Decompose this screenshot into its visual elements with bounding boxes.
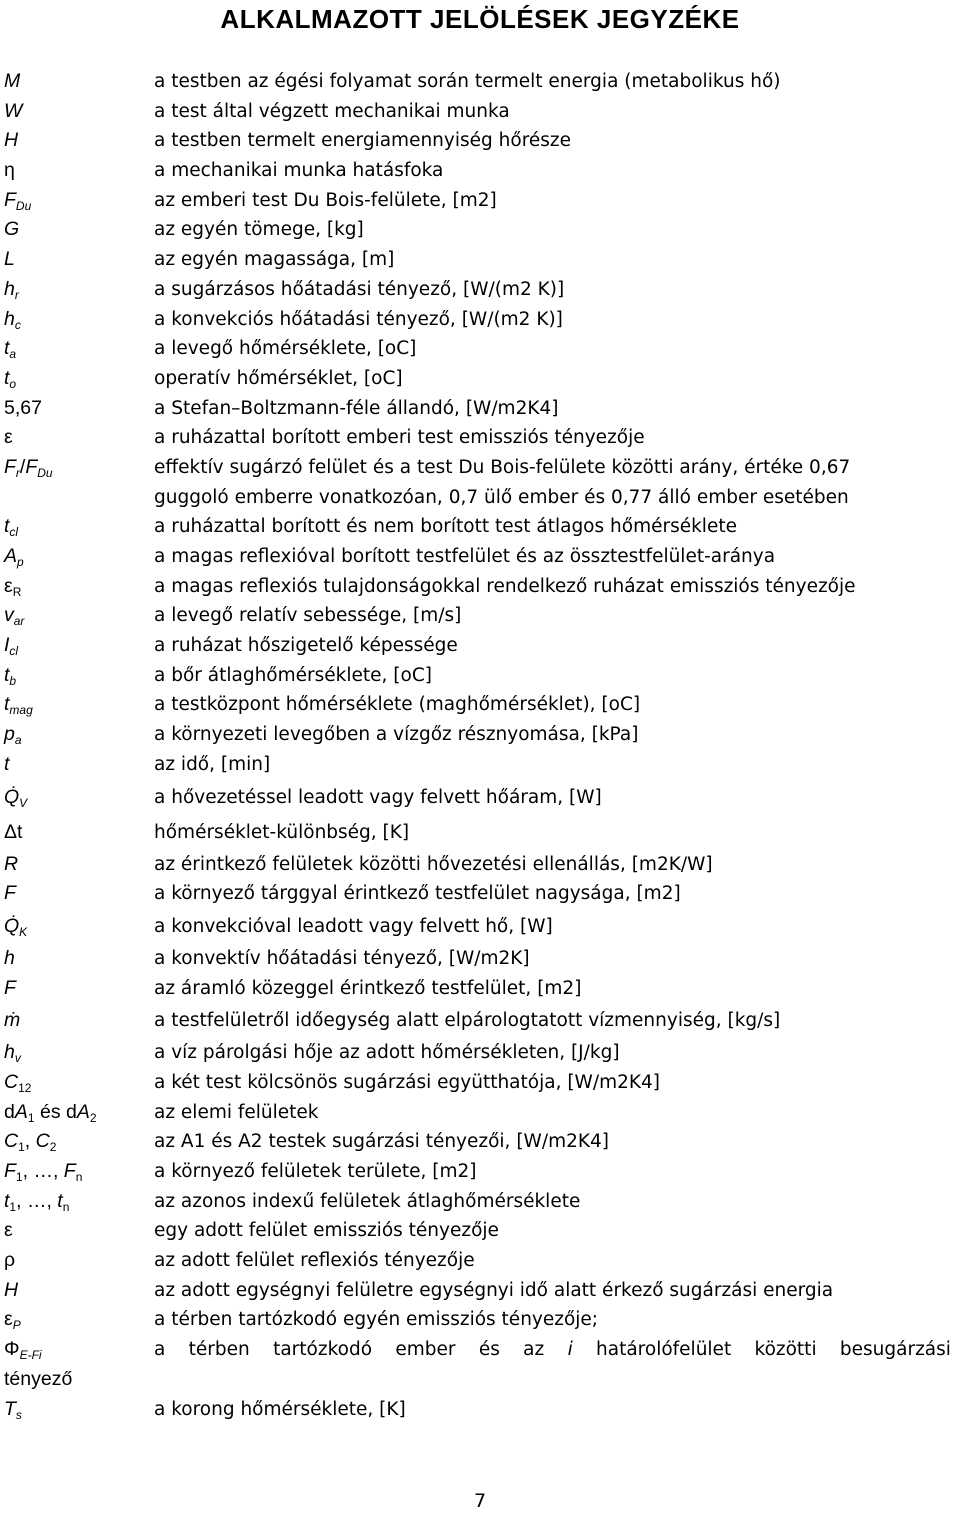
notation-symbol: $\Phi_{E-Fi}$ bbox=[4, 1338, 42, 1363]
notation-entry bbox=[0, 909, 960, 944]
notation-entry bbox=[0, 1068, 960, 1098]
description-line: egy adott felület emissziós tényezője bbox=[154, 1220, 499, 1242]
description-line: a sugárzásos hőátadási tényező, [W/(m2 K)] bbox=[154, 278, 565, 300]
notation-symbol: $h_r$ bbox=[4, 277, 19, 302]
notation-description bbox=[154, 601, 960, 631]
notation-description bbox=[154, 631, 960, 661]
notation-description bbox=[154, 1246, 960, 1276]
notation-entry bbox=[0, 512, 960, 542]
description-line: az A1 és A2 testek sugárzási tényezői, [W/m2K4] bbox=[154, 1131, 609, 1153]
notation-description bbox=[154, 97, 960, 127]
description-line: a levegő relatív sebessége, [m/s] bbox=[154, 605, 462, 627]
notation-description bbox=[154, 815, 960, 850]
notation-entry bbox=[0, 364, 960, 394]
notation-description bbox=[154, 661, 960, 691]
notation-symbol: $F_1$, …, $F_n$ bbox=[4, 1160, 83, 1185]
description-line: a levegő hőmérséklete, [oC] bbox=[154, 338, 417, 360]
description-line: a térben tartózkodó ember és az i határolófelület közötti besugárzási bbox=[154, 1339, 951, 1361]
notation-symbol: $t_{cl}$ bbox=[4, 515, 19, 540]
notation-description bbox=[154, 1127, 960, 1157]
notation-entry bbox=[0, 850, 960, 880]
notation-symbol: $C_{12}$ bbox=[4, 1070, 32, 1095]
notation-entry bbox=[0, 815, 960, 850]
description-line: a ruházat hőszigetelő képessége bbox=[154, 635, 458, 657]
notation-description bbox=[154, 542, 960, 572]
notation-entry bbox=[0, 1157, 960, 1187]
notation-description bbox=[154, 215, 960, 245]
notation-symbol: ε bbox=[4, 1219, 13, 1242]
notation-symbol: $\varepsilon_R$ bbox=[4, 574, 22, 599]
description-line: a testfelületről időegység alatt elpárologtatott vízmennyiség, [kg/s] bbox=[154, 1010, 781, 1032]
description-line: a testben termelt energiamennyiség hőrésze bbox=[154, 130, 571, 152]
notation-description bbox=[154, 334, 960, 364]
notation-entry bbox=[0, 1127, 960, 1157]
notation-description bbox=[154, 1098, 960, 1128]
description-line: a mechanikai munka hatásfoka bbox=[154, 160, 444, 182]
notation-symbol: F bbox=[4, 976, 16, 999]
notation-symbol: η bbox=[4, 159, 15, 182]
notation-entry bbox=[0, 1246, 960, 1276]
notation-description bbox=[154, 126, 960, 156]
description-line: az adott egységnyi felületre egységnyi idő alatt érkező sugárzási energia bbox=[154, 1279, 834, 1301]
notation-entry bbox=[0, 720, 960, 750]
notation-description bbox=[154, 1068, 960, 1098]
notation-entry bbox=[0, 944, 960, 974]
notation-entry bbox=[0, 305, 960, 335]
description-line: a hővezetéssel leadott vagy felvett hőáram, [W] bbox=[154, 786, 602, 808]
notation-symbol: $t_o$ bbox=[4, 366, 17, 391]
notation-description bbox=[154, 944, 960, 974]
notation-entry bbox=[0, 97, 960, 127]
notation-symbol: $Q̇_V$ bbox=[4, 785, 28, 810]
notation-symbol: $h_c$ bbox=[4, 307, 21, 332]
notation-description bbox=[154, 572, 960, 602]
description-line: az adott felület reflexiós tényezője bbox=[154, 1250, 475, 1272]
notation-entry bbox=[0, 1395, 960, 1425]
notation-symbol: $t_b$ bbox=[4, 663, 17, 688]
notation-description bbox=[154, 67, 960, 97]
description-line: a konvektív hőátadási tényező, [W/m2K] bbox=[154, 947, 530, 969]
description-line: hőmérséklet-különbség, [K] bbox=[154, 821, 410, 843]
notation-symbol: F bbox=[4, 882, 16, 905]
notation-entry bbox=[0, 1365, 960, 1395]
description-line: az áramló közeggel érintkező testfelület, [m2] bbox=[154, 977, 582, 999]
notation-symbol: M bbox=[4, 70, 21, 92]
notation-symbol: $t_1$, …, $t_n$ bbox=[4, 1189, 70, 1214]
description-line: a bőr átlaghőmérséklete, [oC] bbox=[154, 664, 432, 686]
description-line: a Stefan–Boltzmann-féle állandó, [W/m2K4] bbox=[154, 397, 559, 419]
notation-description bbox=[154, 1157, 960, 1187]
notation-symbol: 5,67 bbox=[4, 396, 42, 419]
notation-entry bbox=[0, 245, 960, 275]
notation-symbol: ε bbox=[4, 426, 13, 449]
description-line: a korong hőmérséklete, [K] bbox=[154, 1398, 406, 1420]
description-line: a környező felületek területe, [m2] bbox=[154, 1161, 477, 1183]
notation-description bbox=[154, 909, 960, 944]
description-line: a testközpont hőmérséklete (maghőmérséklet), [oC] bbox=[154, 694, 641, 716]
notation-symbol: $t_a$ bbox=[4, 337, 17, 362]
description-line: az emberi test Du Bois-felülete, [m2] bbox=[154, 189, 497, 211]
notation-entry bbox=[0, 542, 960, 572]
notation-description bbox=[154, 1305, 960, 1335]
notation-description bbox=[154, 364, 960, 394]
notation-symbol: $h_v$ bbox=[4, 1041, 21, 1066]
notation-entry bbox=[0, 601, 960, 631]
notation-symbol: G bbox=[4, 218, 20, 241]
description-line: effektív sugárzó felület és a test Du Bois-felülete közötti arány, értéke 0,67 bbox=[154, 456, 851, 478]
notation-entry bbox=[0, 67, 960, 97]
description-line: guggoló emberre vonatkozóan, 0,7 ülő ember és 0,77 álló ember esetében bbox=[154, 486, 849, 508]
notation-description bbox=[154, 275, 960, 305]
notation-symbol: ρ bbox=[4, 1249, 16, 1272]
notation-description bbox=[154, 750, 960, 780]
notation-description bbox=[154, 512, 960, 542]
notation-entry bbox=[0, 453, 960, 512]
notation-symbol: $A_p$ bbox=[4, 545, 24, 570]
notation-list bbox=[0, 67, 960, 1424]
description-line: a környezeti levegőben a vízgőz résznyomása, [kPa] bbox=[154, 724, 639, 746]
notation-description bbox=[154, 974, 960, 1004]
notation-entry bbox=[0, 974, 960, 1004]
notation-entry bbox=[0, 215, 960, 245]
notation-entry bbox=[0, 879, 960, 909]
notation-entry bbox=[0, 631, 960, 661]
notation-entry bbox=[0, 690, 960, 720]
notation-entry bbox=[0, 1003, 960, 1038]
notation-symbol: $t_{mag}$ bbox=[4, 693, 33, 718]
notation-description bbox=[154, 245, 960, 275]
notation-description bbox=[154, 690, 960, 720]
description-line: a konvekciós hőátadási tényező, [W/(m2 K)] bbox=[154, 308, 563, 330]
notation-symbol: $F_{Du}$ bbox=[4, 188, 32, 213]
notation-entry bbox=[0, 1276, 960, 1306]
notation-description bbox=[154, 305, 960, 335]
notation-description bbox=[154, 720, 960, 750]
notation-entry bbox=[0, 750, 960, 780]
description-line: a ruházattal borított és nem borított test átlagos hőmérséklete bbox=[154, 516, 737, 538]
notation-description bbox=[154, 394, 960, 424]
notation-symbol: $Q̇_K$ bbox=[4, 914, 28, 939]
notation-description bbox=[154, 1038, 960, 1068]
notation-entry bbox=[0, 661, 960, 691]
notation-entry bbox=[0, 1038, 960, 1068]
notation-entry bbox=[0, 1335, 960, 1365]
page-number: 7 bbox=[473, 1490, 487, 1512]
notation-symbol: L bbox=[4, 248, 15, 271]
notation-symbol: $C_1$, $C_2$ bbox=[4, 1130, 57, 1155]
notation-description bbox=[154, 186, 960, 216]
notation-entry bbox=[0, 1187, 960, 1217]
description-line: az elemi felületek bbox=[154, 1101, 319, 1123]
description-line: az azonos indexű felületek átlaghőmérséklete bbox=[154, 1190, 581, 1212]
notation-entry bbox=[0, 780, 960, 815]
notation-symbol: W bbox=[4, 99, 23, 122]
notation-symbol: R bbox=[4, 852, 19, 875]
description-line: a magas reflexiós tulajdonságokkal rendelkező ruházat emissziós tényezője bbox=[154, 575, 856, 597]
notation-entry bbox=[0, 1216, 960, 1246]
notation-entry bbox=[0, 126, 960, 156]
notation-entry bbox=[0, 334, 960, 364]
notation-description bbox=[154, 1187, 960, 1217]
notation-entry bbox=[0, 275, 960, 305]
notation-symbol: H bbox=[4, 129, 19, 152]
notation-description bbox=[154, 423, 960, 453]
notation-entry bbox=[0, 186, 960, 216]
notation-entry bbox=[0, 394, 960, 424]
notation-symbol: Δt bbox=[4, 820, 23, 843]
description-line: a testben az égési folyamat során termelt energia (metabolikus hő) bbox=[154, 71, 781, 92]
notation-entry bbox=[0, 1098, 960, 1128]
notation-description bbox=[154, 1395, 960, 1425]
notation-symbol: $I_{cl}$ bbox=[4, 634, 19, 659]
description-line: a test által végzett mechanikai munka bbox=[154, 100, 510, 122]
notation-entry bbox=[0, 156, 960, 186]
notation-symbol: H bbox=[4, 1278, 19, 1301]
notation-symbol: h bbox=[4, 946, 15, 969]
notation-symbol: ṁ bbox=[4, 1009, 21, 1032]
description-line: az érintkező felületek közötti hővezetési ellenállás, [m2K/W] bbox=[154, 853, 713, 875]
notation-symbol: $dA_1$ és $dA_2$ bbox=[4, 1100, 97, 1125]
description-line: a környező tárggyal érintkező testfelület nagysága, [m2] bbox=[154, 883, 681, 905]
description-line: az egyén magassága, [m] bbox=[154, 249, 395, 271]
notation-description bbox=[154, 453, 960, 512]
notation-symbol: $\varepsilon_P$ bbox=[4, 1308, 21, 1333]
description-line: a konvekcióval leadott vagy felvett hő, [W] bbox=[154, 915, 553, 937]
notation-entry bbox=[0, 1305, 960, 1335]
notation-entry bbox=[0, 423, 960, 453]
notation-description bbox=[154, 1276, 960, 1306]
notation-symbol: $v_{ar}$ bbox=[4, 604, 25, 629]
notation-description bbox=[154, 879, 960, 909]
notation-symbol: $T_s$ bbox=[4, 1397, 22, 1422]
description-line: a ruházattal borított emberi test emissziós tényezője bbox=[154, 427, 645, 449]
page-title: ALKALMAZOTT JELÖLÉSEK JEGYZÉKE bbox=[220, 4, 740, 34]
notation-description bbox=[154, 780, 960, 815]
notation-description bbox=[154, 1003, 960, 1038]
notation-description bbox=[154, 1216, 960, 1246]
description-line: a két test kölcsönös sugárzási együtthatója, [W/m2K4] bbox=[154, 1071, 660, 1093]
description-line: a magas reflexióval borított testfelület és az össztestfelület-aránya bbox=[154, 546, 776, 568]
description-line: az egyén tömege, [kg] bbox=[154, 219, 364, 241]
notation-symbol: $p_a$ bbox=[4, 723, 22, 748]
notation-description bbox=[154, 156, 960, 186]
description-line: a víz párolgási hője az adott hőmérsékleten, [J/kg] bbox=[154, 1042, 620, 1064]
notation-entry bbox=[0, 572, 960, 602]
notation-symbol: tényező bbox=[4, 1367, 73, 1390]
notation-description bbox=[154, 850, 960, 880]
description-line: operatív hőmérséklet, [oC] bbox=[154, 367, 403, 389]
description-line: a térben tartózkodó egyén emissziós tényezője; bbox=[154, 1309, 599, 1331]
notation-description bbox=[154, 1335, 960, 1365]
description-line: az idő, [min] bbox=[154, 753, 271, 775]
notation-symbol: $F_r/F_{Du}$ bbox=[4, 455, 53, 480]
notation-symbol: t bbox=[4, 752, 10, 775]
